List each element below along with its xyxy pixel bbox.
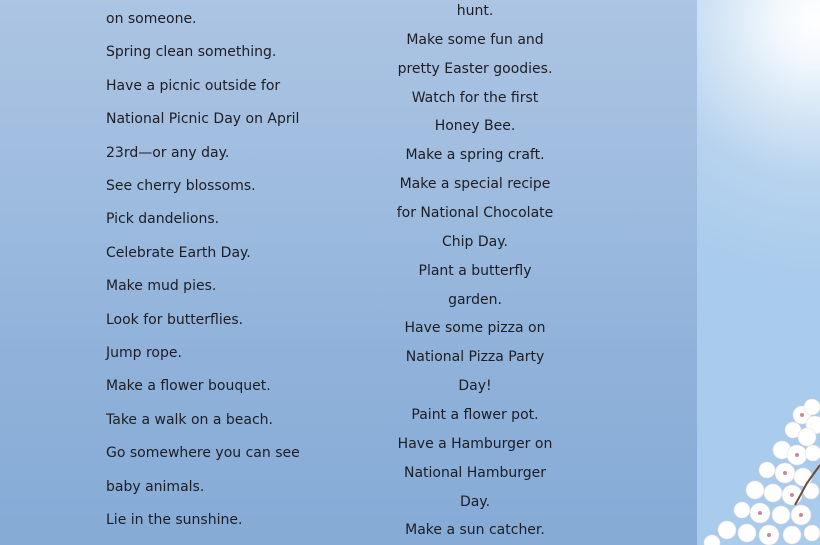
left-list-item: See cherry blossoms. xyxy=(106,178,256,194)
right-list-item: garden. xyxy=(448,291,502,308)
right-list-item: pretty Easter goodies. xyxy=(397,60,553,77)
right-list-item: Honey Bee. xyxy=(434,118,516,135)
right-list-item: National Pizza Party xyxy=(405,349,545,366)
left-list-item: Take a walk on a beach. xyxy=(106,412,274,428)
right-list-item: Watch for the first xyxy=(411,89,539,106)
left-list-item: Lie in the sunshine. xyxy=(106,512,243,528)
left-list-item: 23rd—or any day. xyxy=(106,145,230,161)
left-list-item: Make mud pies. xyxy=(106,278,217,294)
right-list-item: Chip Day. xyxy=(442,233,508,250)
left-list-item: Go somewhere you can see xyxy=(106,445,300,461)
right-list-item: Day! xyxy=(458,378,492,395)
left-list-item: on someone. xyxy=(106,11,197,27)
right-list-item: Make a spring craft. xyxy=(405,147,545,164)
right-list-item: Make a special recipe xyxy=(399,176,551,193)
right-list-item: Paint a flower pot. xyxy=(411,406,539,423)
left-list-item: Have a picnic outside for xyxy=(106,78,281,94)
left-list-item: Spring clean something. xyxy=(106,44,277,60)
right-list-item: Make a sun catcher. xyxy=(405,522,545,539)
right-list-item: Have some pizza on xyxy=(404,320,546,337)
left-list-item: baby animals. xyxy=(106,479,205,495)
right-list-item: National Hamburger xyxy=(403,464,547,481)
left-list-item: Pick dandelions. xyxy=(106,211,220,227)
right-list-item: Make some fun and xyxy=(406,31,544,48)
left-list-item: Make a flower bouquet. xyxy=(106,378,271,394)
left-list-item: National Picnic Day on April xyxy=(106,111,300,127)
right-list-item: Have a Hamburger on xyxy=(397,435,553,452)
right-list-item: Day. xyxy=(459,493,491,510)
right-list-item: Plant a butterfly xyxy=(418,262,532,279)
cherry-blossom-image xyxy=(697,395,820,545)
right-list-item: hunt. xyxy=(456,3,494,19)
left-list-item: Look for butterflies. xyxy=(106,312,244,328)
left-list-item: Celebrate Earth Day. xyxy=(106,245,251,261)
right-list-item: for National Chocolate xyxy=(396,205,554,221)
left-list-item: Jump rope. xyxy=(106,345,182,361)
